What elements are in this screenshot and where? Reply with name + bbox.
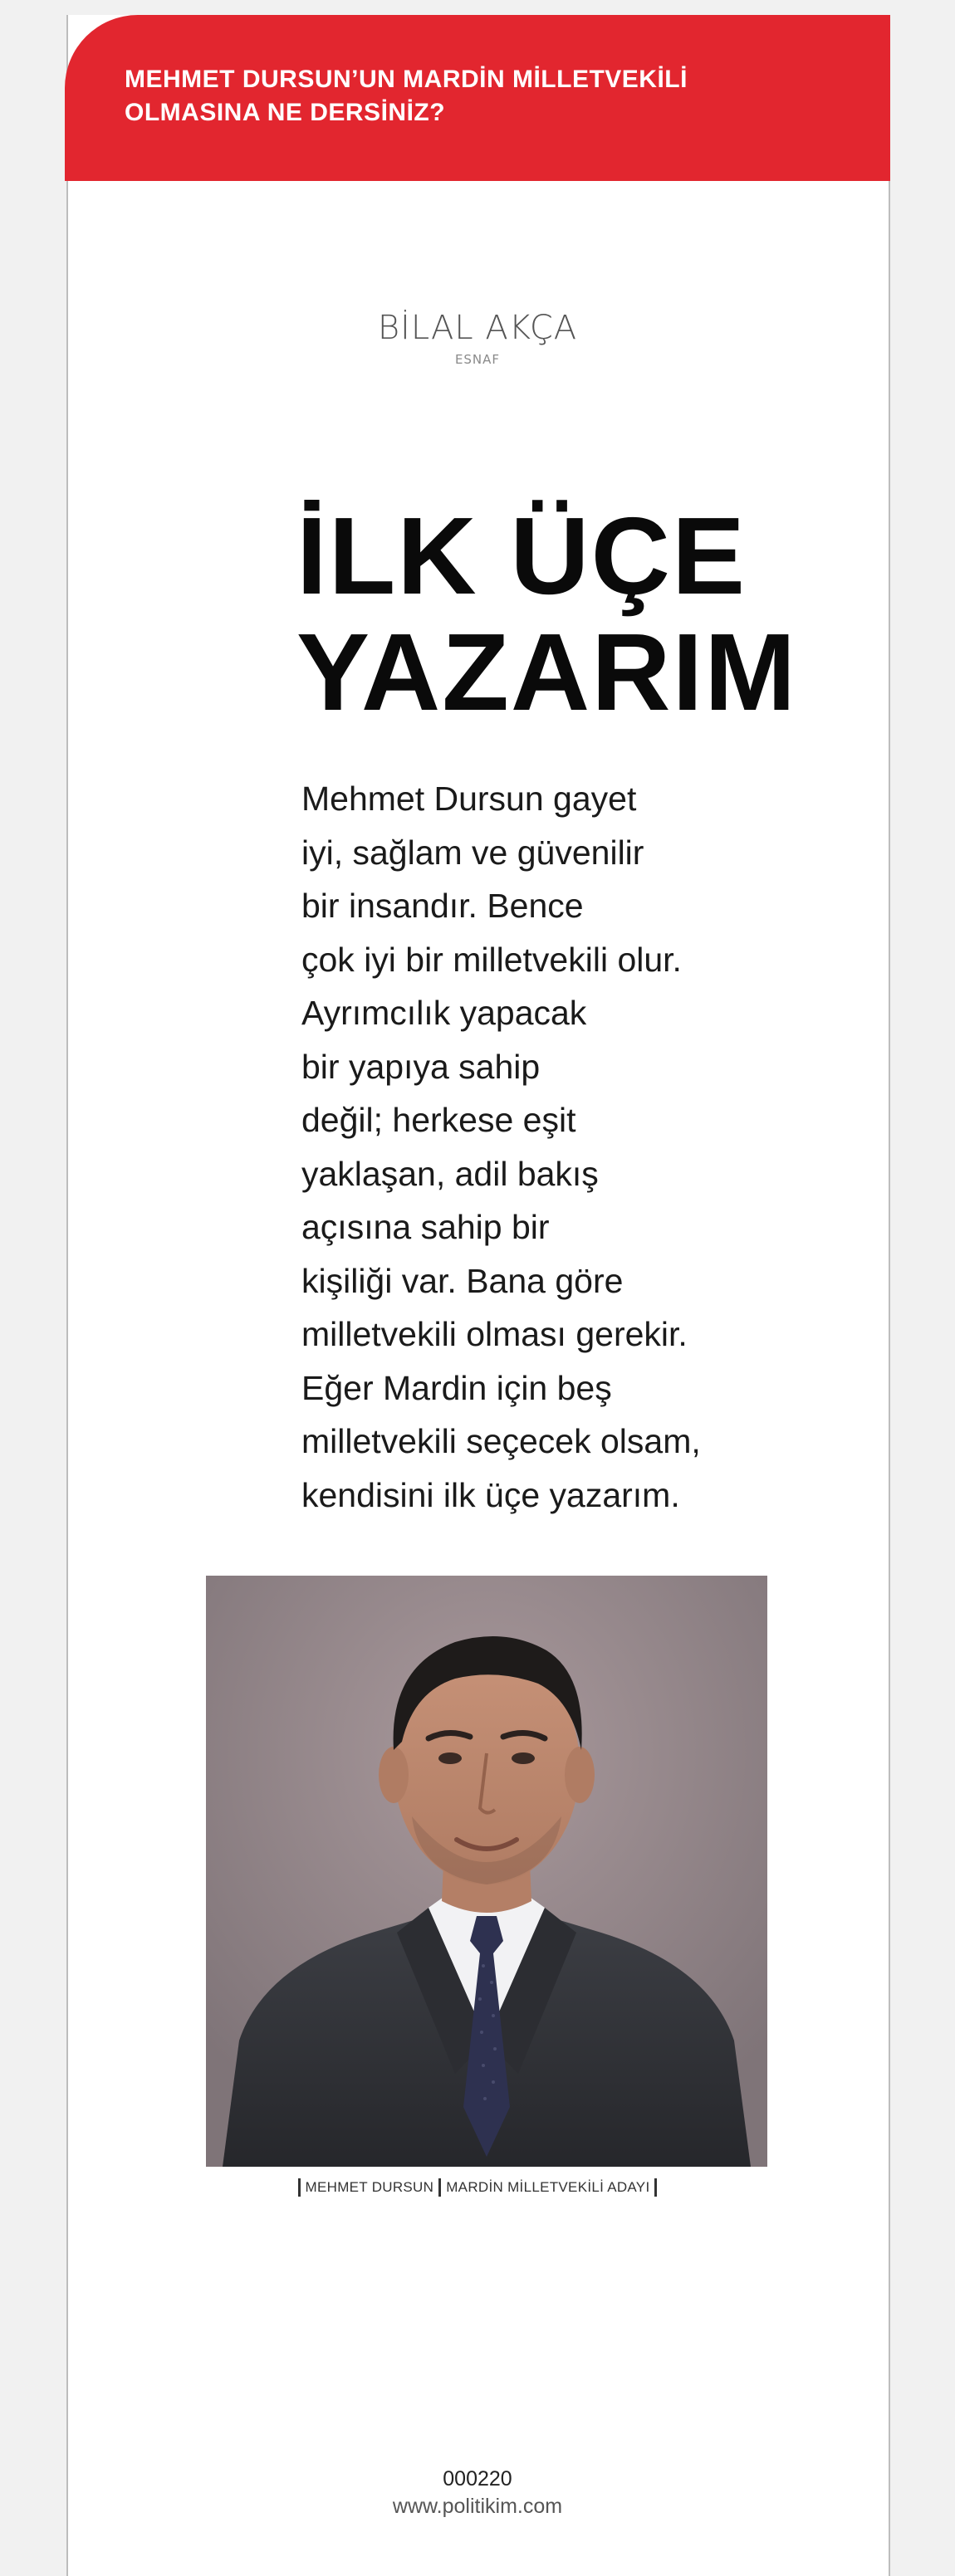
footer (0, 2466, 955, 2520)
caption-divider (654, 2178, 657, 2197)
header-title-line-2: OLMASINA NE DERSİNİZ? (125, 99, 446, 126)
quote-line: iyi, sağlam ve güvenilir (301, 833, 644, 872)
quote-line: Mehmet Dursun gayet (301, 780, 637, 818)
quote-line: Ayrımcılık yapacak (301, 994, 587, 1032)
caption-divider (298, 2178, 301, 2197)
quote-line: çok iyi bir milletvekili olur. (301, 940, 682, 979)
photo-caption (0, 2178, 955, 2197)
caption-person-name: MEHMET DURSUN (305, 2179, 434, 2195)
quote-line: değil; herkese eşit (301, 1101, 576, 1139)
header-banner (65, 15, 890, 181)
headline (296, 495, 878, 733)
candidate-portrait-photo (206, 1576, 767, 2167)
author-occupation: ESNAF (454, 352, 501, 367)
headline-line-2: YAZARIM (296, 611, 798, 733)
quote-line: yaklaşan, adil bakış (301, 1154, 599, 1193)
quote-line: açısına sahip bir (301, 1208, 550, 1246)
author-name: BİLAL AKÇA (377, 309, 578, 347)
quote-line: Eğer Mardin için beş (301, 1368, 612, 1407)
header-title-line-1: MEHMET DURSUN’UN MARDİN MİLLETVEKİLİ (125, 66, 688, 93)
footer-code: 000220 (443, 2467, 512, 2490)
quote-line: kendisini ilk üçe yazarım. (301, 1475, 680, 1514)
quote-line: bir yapıya sahip (301, 1047, 541, 1086)
footer-website-link[interactable]: www.politikim.com (392, 2495, 563, 2518)
quote-line: milletvekili olması gerekir. (301, 1315, 688, 1353)
quote-line: bir insandır. Bence (301, 887, 584, 925)
caption-person-role: MARDİN MİLLETVEKİLİ ADAYI (446, 2179, 650, 2195)
headline-line-1: İLK ÜÇE (296, 495, 747, 617)
quote-line: kişiliği var. Bana göre (301, 1261, 624, 1300)
quote-body (301, 772, 766, 1522)
author-block (0, 307, 955, 367)
caption-divider (438, 2178, 441, 2197)
quote-line: milletvekili seçecek olsam, (301, 1422, 701, 1460)
portrait-illustration (206, 1576, 767, 2167)
